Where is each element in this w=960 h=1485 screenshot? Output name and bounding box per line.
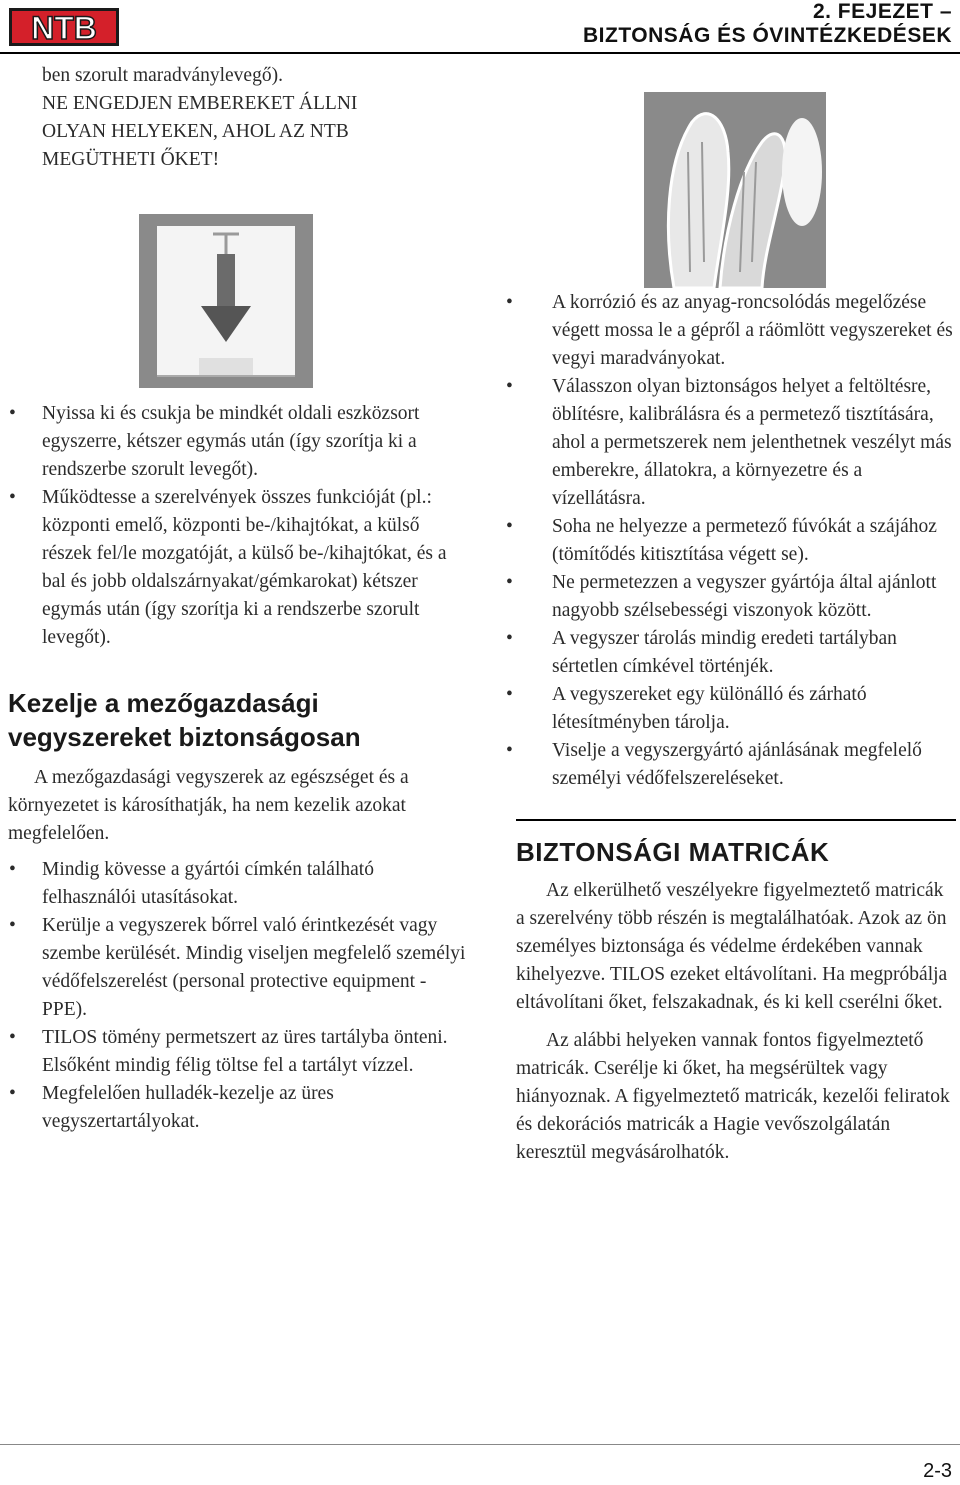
bullet-icon: • [9,403,16,424]
ntb-logo-graphic [6,4,122,50]
operation-bullet-list [8,400,468,652]
page-number: 2-3 [923,1460,952,1482]
list-item: • Kerülje a vegyszerek bőrrel való érintkezését vagy szembe kerülését. Mindig viseljen megfelelő személyi védőfelszerelést (personal protective equipment - PPE). [8,912,468,1024]
chemicals-paragraph: A mezőgazdasági vegyszerek az egészséget és a környezetet is károsíthatják, ha nem kezelik azokat megfelelően. [8,767,409,844]
image-spacer [8,174,468,400]
list-item: • Működtesse a szerelvények összes funkcióját (pl.: központi emelő, központi be-/kihajtókat, a külső részek fel/le mozgatóját, a külső be-/kihajtókat, és a bal és jobb oldalszárnyakat/gémkarokat) kétszer egymás után (így szorítja ki a rendszerbe szorult levegőt). [8,484,468,652]
ntb-logo [6,4,122,50]
bullet-icon: • [9,1027,16,1048]
decals-paragraph-2: Az alábbi helyeken vannak fontos figyelmeztető matricák. Cserélje ki őket, ha megsérültek vagy hiányoznak. A figyelmeztető matricák, kezelői feliratok és dekorációs matricák a Hagie vevőszolgálatán keresztül megvásárolhatók. [516,1030,950,1163]
bullet-icon: • [9,859,16,880]
bullet-icon: • [506,292,513,313]
list-item: • Soha ne helyezze a permetező fúvókát a szájához (tömítődés kitisztítása végett se). [516,513,956,569]
list-item: • A vegyszer tárolás mindig eredeti tartályban sértetlen címkével történjék. [516,625,956,681]
list-item: • A vegyszereket egy különálló és zárható létesítményben tárolja. [516,681,956,737]
section-title-chemicals: Kezelje a mezőgazdasági vegyszereket biztonságosan [8,688,361,752]
list-item: • Megfelelően hulladék-kezelje az üres vegyszertartályokat. [8,1080,468,1136]
gloves-graphic [644,92,826,288]
bullet-icon: • [9,915,16,936]
bullet-icon: • [506,684,513,705]
bullet-icon: • [506,376,513,397]
intro-line: ben szorult maradványlevegő). [42,65,283,86]
chemicals-bullet-list [8,856,468,1136]
bullet-icon: • [506,516,513,537]
chapter-title: BIZTONSÁG ÉS ÓVINTÉZKEDÉSEK [583,24,952,47]
intro-line: MEGÜTHETI ŐKET! [42,149,220,170]
bullet-icon: • [506,572,513,593]
bullet-icon: • [9,1083,16,1104]
section-title-safety-decals: BIZTONSÁGI MATRICÁK [516,837,830,867]
intro-line: OLYAN HELYEKEN, AHOL AZ NTB [42,121,349,142]
list-item: • TILOS tömény permetszert az üres tartályba önteni. Elsőként mindig félig töltse fel a tartályt vízzel. [8,1024,468,1080]
left-column [8,62,468,1136]
list-item: • Válasszon olyan biztonságos helyet a feltöltésre, öblítésre, kalibrálásra és a permetező tisztítására, ahol a permetszerek nem jelenthetnek veszélyt más emberekre, állatokra, a környezetre és a vízellátásra. [516,373,956,513]
chapter-number: 2. FEJEZET – [812,0,952,23]
chapter-heading [583,0,952,48]
protective-gloves-image [644,92,826,288]
right-column [506,289,956,1177]
list-item: • Ne permetezzen a vegyszer gyártója által ajánlott nagyobb szélsebességi viszonyok között. [516,569,956,625]
section-divider [516,819,956,821]
logo-text: NTB [31,10,97,46]
list-item: • Nyissa ki és csukja be mindkét oldali eszközsort egyszerre, kétszer egymás után (így szorítja ki a rendszerbe szorult levegőt). [8,400,468,484]
bullet-icon: • [506,740,513,761]
list-item: • Mindig kövesse a gyártói címkén található felhasználói utasításokat. [8,856,468,912]
decals-paragraph-1: Az elkerülhető veszélyekre figyelmeztető matricák a szerelvény több részén is megtalálhatóak. Azok az ön személyes biztonsága és védelme érdekében vannak kihelyezve. TILOS ezeket eltávolítani. Ha megpróbálja eltávolítani őket, felszakadnak, és ki kell cserélni őket. [516,880,948,1013]
header-rule [0,52,960,54]
chemical-safety-bullet-list [506,289,956,793]
footer-rule [0,1444,960,1445]
list-item: • A korrózió és az anyag-roncsolódás megelőzése végett mossa le a gépről a ráömlött vegyszereket és vegyi maradványokat. [516,289,956,373]
bullet-icon: • [506,628,513,649]
intro-text [8,62,468,174]
intro-line: NE ENGEDJEN EMBEREKET ÁLLNI [42,93,358,114]
list-item: • Viselje a vegyszergyártó ajánlásának megfelelő személyi védőfelszereléseket. [516,737,956,793]
bullet-icon: • [9,487,16,508]
